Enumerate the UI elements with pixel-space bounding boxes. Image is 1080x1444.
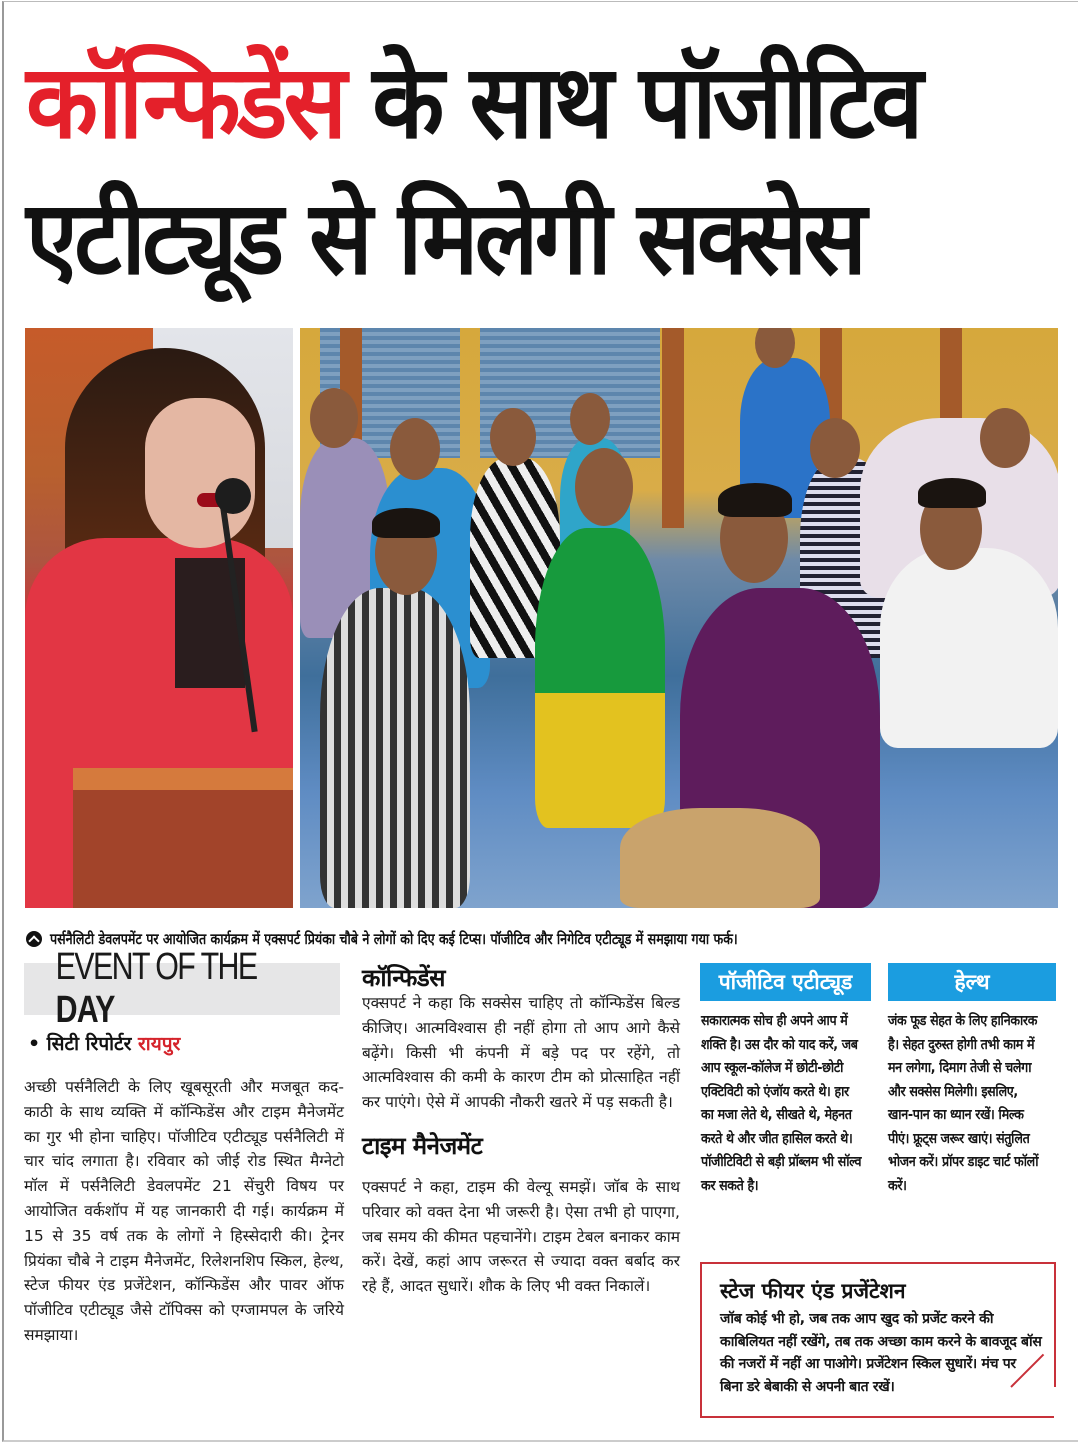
stage-fear-box — [700, 1262, 1054, 1418]
byline-city: रायपुर — [138, 1033, 181, 1055]
speaker-at-podium-photo — [25, 328, 293, 908]
audience-head — [390, 418, 440, 480]
audience-head — [575, 448, 633, 526]
health-body — [888, 1010, 1060, 1198]
podium — [73, 768, 293, 908]
event-banner-light: EVENT OF THE — [55, 946, 257, 988]
article-intro: अच्छी पर्सनैलिटी के लिए खूबसूरती और मजबूत कद-काठी के साथ व्यक्ति में कॉन्फिडेंस और टाइम मैनेजमेंट का गुर भी होना चाहिए। पॉजीटिव एटीट्यूड पर्सनैलिटी में चार चांद लगाता है। रविवार को जीई रोड स्थित मैग्नेटो मॉल में पर्सनैलिटी डेवलपमेंट 21 सेंचुरी विषय पर आयोजित वर्कशॉप में यह जानकारी दी गई। कार्यक्रम में 15 से 35 वर्ष तक के लोगों ने हिस्सेदारी की। ट्रेनर प्रियंका चौबे ने टाइम मैनेजमेंट, रिलेशनशिप स्किल, हेल्थ, स्टेज फीयर एंड प्रजेंटेशन, कॉन्फिडेंस और पावर ऑफ पॉजीटिव एटीट्यूड जैसे टॉपिक्स को एग्जामपल के जरिये समझाया। — [24, 1078, 344, 1344]
woman-green-dupatta — [535, 528, 665, 828]
time-management-heading: टाइम मैनेजमेंट — [362, 1131, 483, 1160]
confidence-body: एक्सपर्ट ने कहा कि सक्सेस चाहिए तो कॉन्फिडेंस बिल्ड कीजिए। आत्मविश्वास ही नहीं होगा तो आप आगे कैसे बढ़ेंगे। किसी भी कंपनी में बड़े पद पर रहेंगे, तो आत्मविश्वास की कमी के कारण टीम को प्रोत्साहित नहीं कर पाएंगे। ऐसे में आपकी नौकरी खतरे में पड़ सकती है। — [362, 994, 680, 1112]
event-banner-text — [56, 946, 309, 1032]
audience-head — [980, 408, 1030, 468]
audience-head — [810, 418, 860, 478]
stage-fear-body: जॉब कोई भी हो, जब तक आप खुद को प्रजेंट करने की काबिलियत नहीं रखेंगे, तब तक अच्छा काम करने के बावजूद बॉस की नजरों में नहीं आ पाओगे। प्रजेंटेशन स्किल सुधारें। मंच पर बिना डरे बेबाकी से अपनी बात रखें। — [720, 1311, 1042, 1395]
pillar — [662, 328, 684, 528]
audience-hair — [718, 483, 792, 517]
positive-attitude-text: सकारात्मक सोच ही अपने आप में शक्ति है। उस दौर को याद करें, जब आप स्कूल-कॉलेज में छोटी-छोटी एक्टिविटी को एंजॉय करते थे। हार का मजा लेते थे, सीखते थे, मेहनत करते थे और जीत हासिल करते थे। पॉजीटिविटी से बड़ी प्रॉब्लम भी सॉल्व कर सकते है। — [701, 1013, 862, 1194]
byline — [28, 1030, 180, 1056]
event-banner-bold: DAY — [55, 989, 115, 1031]
byline-reporter: • सिटी रिपोर्टर — [28, 1033, 139, 1055]
positive-attitude-tag: पॉजीटिव एटीट्यूड — [700, 963, 871, 1001]
boy-checked-shirt — [320, 588, 470, 908]
audience-head — [570, 393, 610, 445]
microphone-icon — [215, 478, 251, 514]
chevron-up-circle-icon — [26, 931, 42, 947]
khaki-pants — [620, 808, 820, 908]
positive-attitude-body — [701, 1010, 879, 1198]
health-tag: हेल्थ — [888, 963, 1056, 1001]
health-text: जंक फूड सेहत के लिए हानिकारक है। सेहत दुरुस्त होगी तभी काम में मन लगेगा, दिमाग तेजी से चलेगा और सक्सेस मिलेगी। इसलिए, खान-पान का ध्यान रखें। मिल्क पीएं। फ्रूट्स जरूर खाएं। संतुलित भोजन करें। प्रॉपर डाइट चार्ट फॉलों करें। — [888, 1013, 1039, 1194]
audience-hair — [918, 478, 986, 508]
headline — [26, 43, 1066, 298]
event-of-the-day-banner — [24, 946, 340, 1031]
stage-fear-heading: स्टेज फीयर एंड प्रजेंटेशन — [720, 1279, 906, 1303]
photo-face — [145, 398, 255, 548]
confidence-heading: कॉन्फिडेंस — [362, 964, 445, 992]
caption-text: पर्सनैलिटी डेवलपमेंट पर आयोजित कार्यक्रम में एक्सपर्ट प्रियंका चौबे ने लोगों को दिए कई टिप्स। पॉजीटिव और निगेटिव एटीट्यूड में समझाया गया फर्क। — [50, 930, 738, 948]
headline-line-1 — [26, 43, 983, 182]
headline-black-text: के साथ पॉजीटिव — [372, 43, 920, 162]
article-column-2 — [362, 965, 680, 1299]
time-management-body: एक्सपर्ट ने कहा, टाइम की वेल्यू समझें। जॉब के साथ परिवार को वक्त देना भी जरूरी है। ऐसा तभी हो पाएगा, जब समय की कीमत पहचानेंगे। टाइम टेबल बनाकर काम करें। देखें, कहां आप जरूरत से ज्यादा वक्त बर्बाद कर रहे हैं, आदत सुधारें। शौक के लिए भी वक्त निकालें। — [362, 1177, 680, 1296]
audience-head — [490, 408, 536, 466]
audience-hair — [372, 508, 440, 538]
boy-white-shirt — [880, 548, 1058, 748]
headline-red-word: कॉन्फिडेंस — [26, 43, 344, 162]
audience-head — [310, 388, 358, 448]
headline-line-2: एटीट्यूड से मिलेगी सक्सेस — [26, 179, 864, 298]
audience-seated-photo — [300, 328, 1058, 908]
